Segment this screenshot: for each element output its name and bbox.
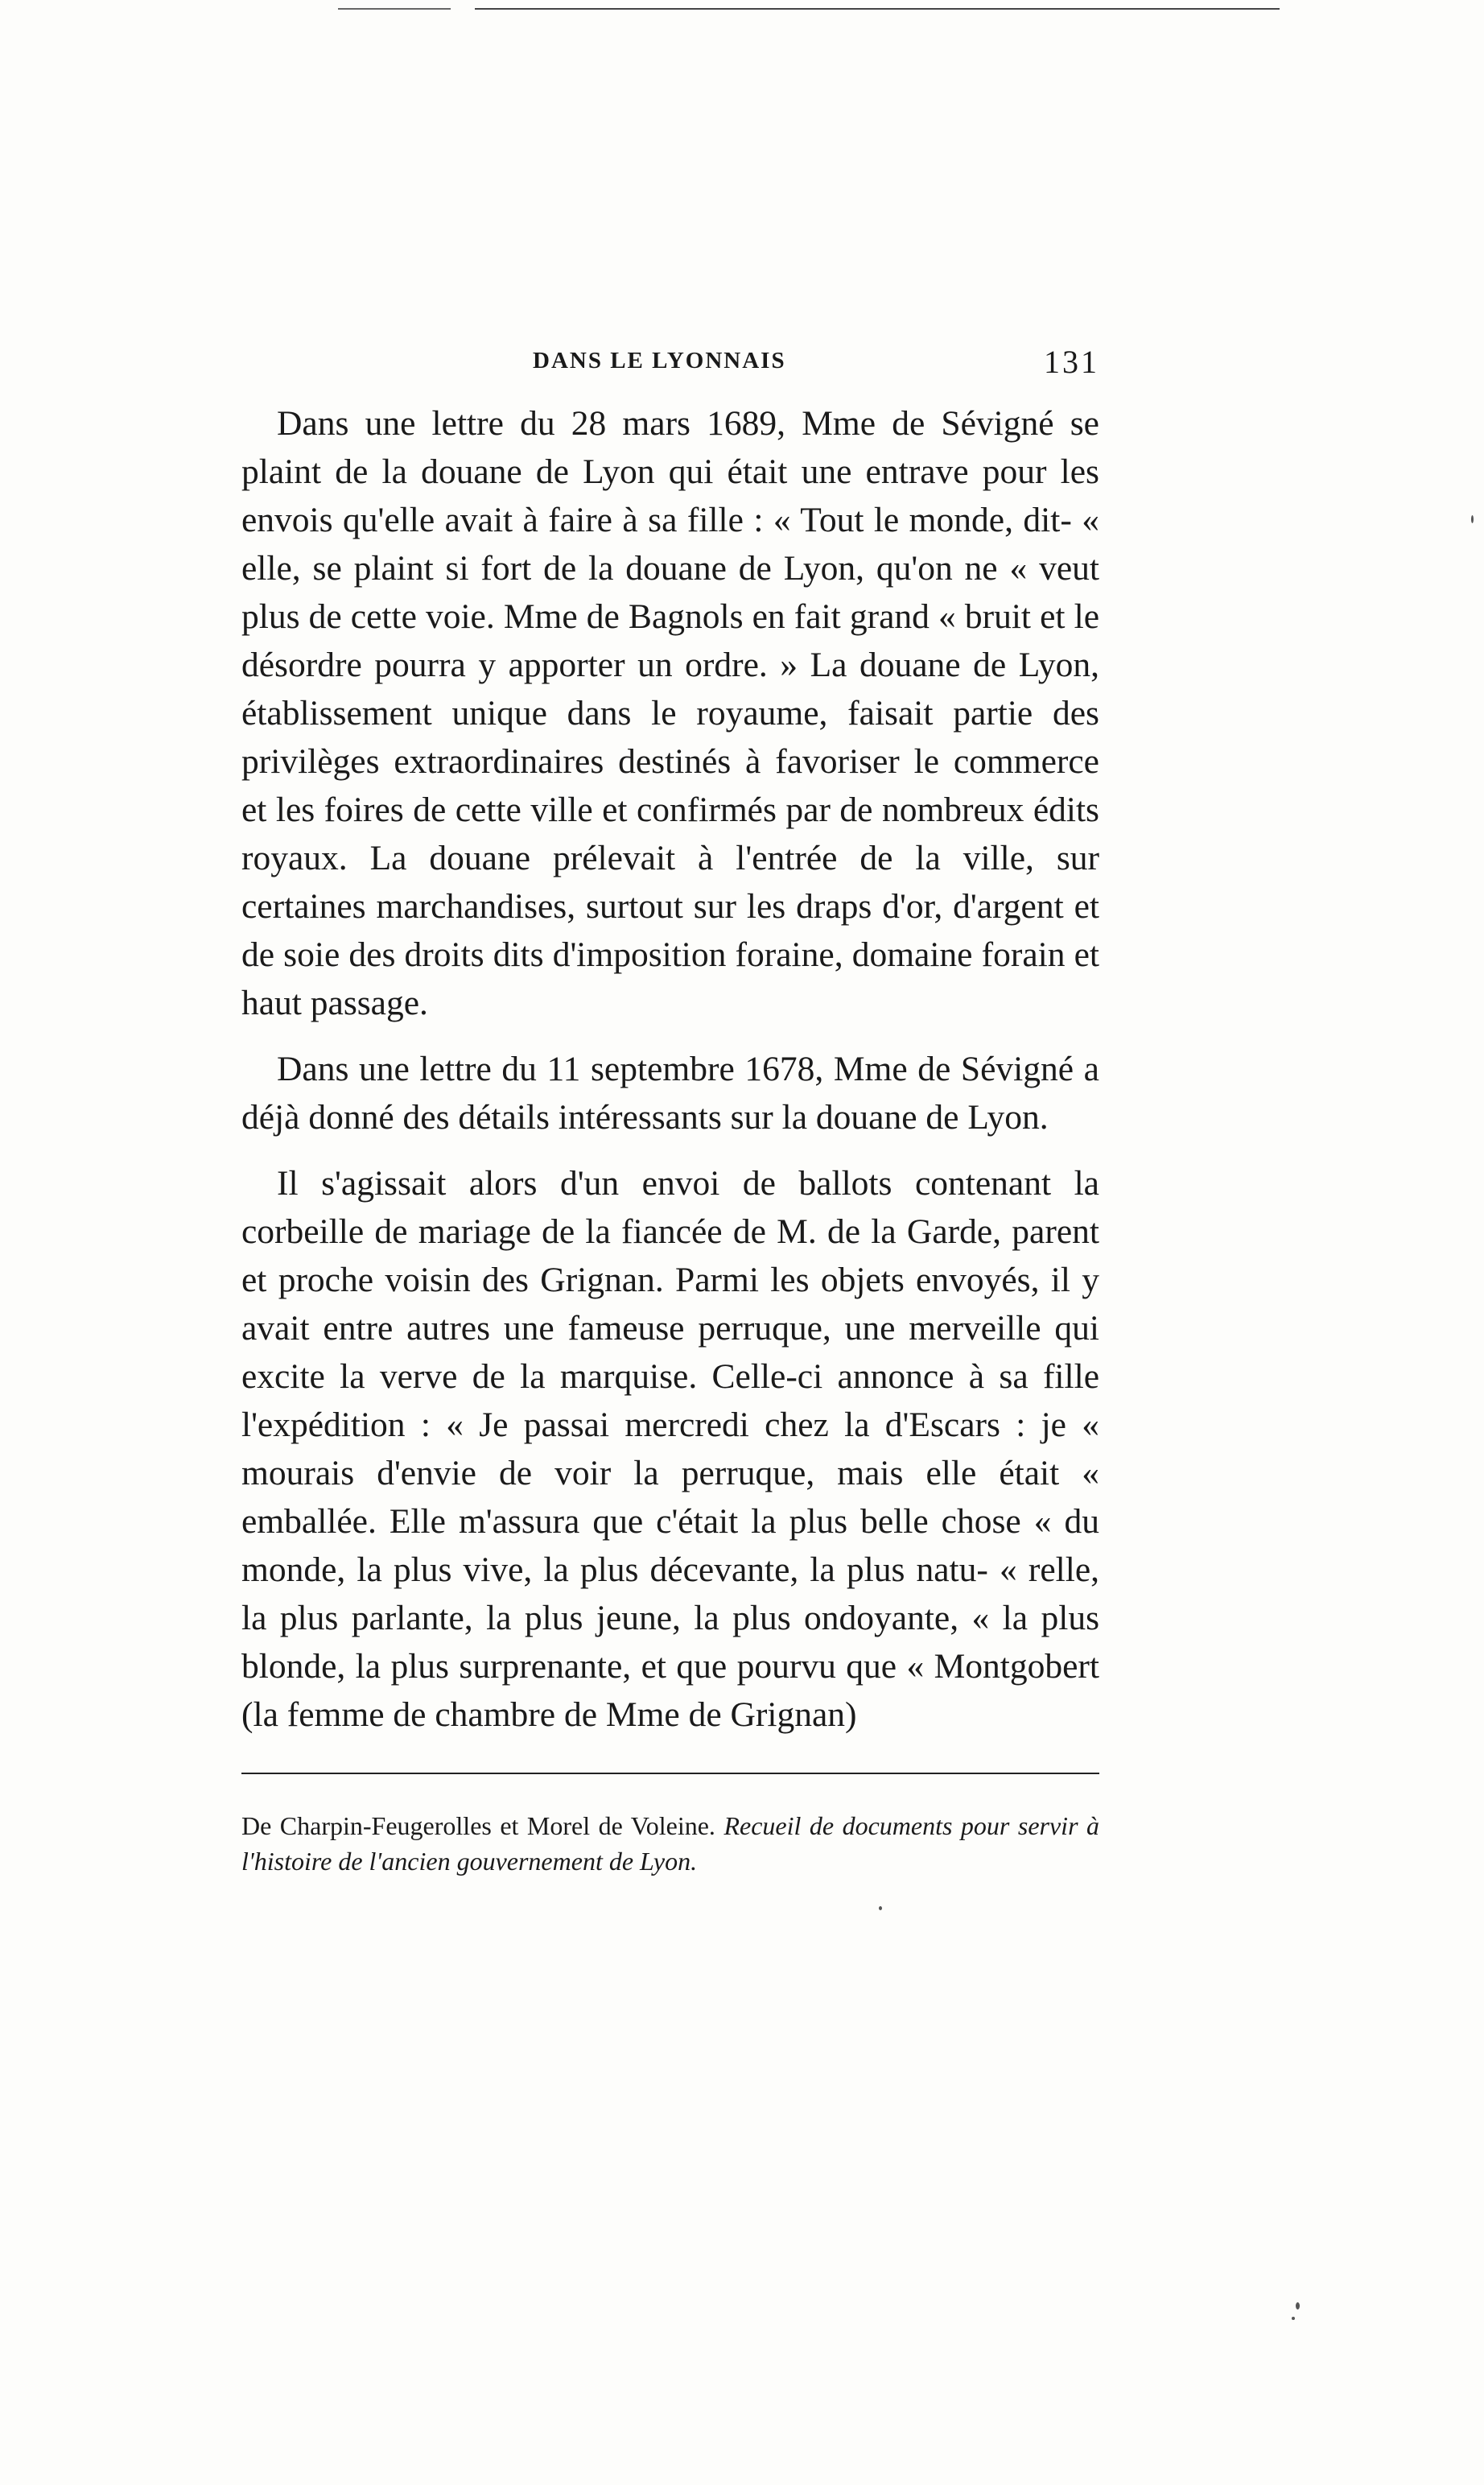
paragraph: Il s'agissait alors d'un envoi de ballots contenant la corbeille de mariage de la fiancée de M. de la Garde, parent et proche voisin des Grignan. Parmi les objets envoyés, il y avait entre autres une fameuse perruque, une merveille qui excite la verve de la marquise. Celle-ci annonce à sa fille l'expédition : « Je passai mercredi chez la d'Escars : je « mourais d'envie de voir la perruque, mais elle était « emballée. Elle m'assura que c'était la plus belle chose « du monde, la plus vive, la plus décevante, la plus natu- « relle, la plus parlante, la plus jeune, la plus ondoyante, « la plus blonde, la plus surprenante, et que pourvu que « Montgobert (la femme de chambre de Mme de Grignan)	[241, 1164, 1099, 1734]
footnote-rule	[241, 1773, 1099, 1774]
paper-speck	[1292, 2317, 1295, 2320]
paper-speck	[1471, 515, 1474, 523]
footnote-authors: De Charpin-Feugerolles et Morel de Voleine.	[241, 1811, 715, 1840]
paragraph: Dans une lettre du 28 mars 1689, Mme de Sévigné se plaint de la douane de Lyon qui était une entrave pour les envois qu'elle avait à faire à sa fille : « Tout le monde, dit- « elle, se plaint si fort de la douane de Lyon, qu'on ne « veut plus de cette voie. Mme de Bagnols en fait grand « bruit et le désordre pourra y apporter un ordre. » La douane de Lyon, établissement unique dans le royaume, faisait partie des privilèges extraordinaires destinés à favoriser le commerce et les foires de cette ville et confirmés par de nombreux édits royaux. La douane prélevait à l'entrée de la ville, sur certaines marchandises, surtout sur les draps d'or, d'argent et de soie des droits dits d'imposition foraine, domaine forain et haut passage.	[241, 404, 1099, 1022]
footnote	[241, 1808, 1099, 1879]
top-edge-rule	[475, 8, 1280, 10]
page-number: 131	[1044, 344, 1099, 380]
running-head	[241, 344, 1099, 388]
body-text	[241, 399, 1099, 1739]
top-edge-rule-short	[338, 8, 451, 10]
paper-speck	[1296, 2302, 1300, 2310]
paper-speck	[879, 1906, 882, 1910]
footnote-title: Recueil de documents pour servir à l'histoire de l'ancien gouvernement de Lyon.	[241, 1811, 1100, 1876]
running-title: DANS LE LYONNAIS	[533, 348, 786, 374]
paragraph: Dans une lettre du 11 septembre 1678, Mme de Sévigné a déjà donné des détails intéressants sur la douane de Lyon.	[241, 1050, 1099, 1137]
